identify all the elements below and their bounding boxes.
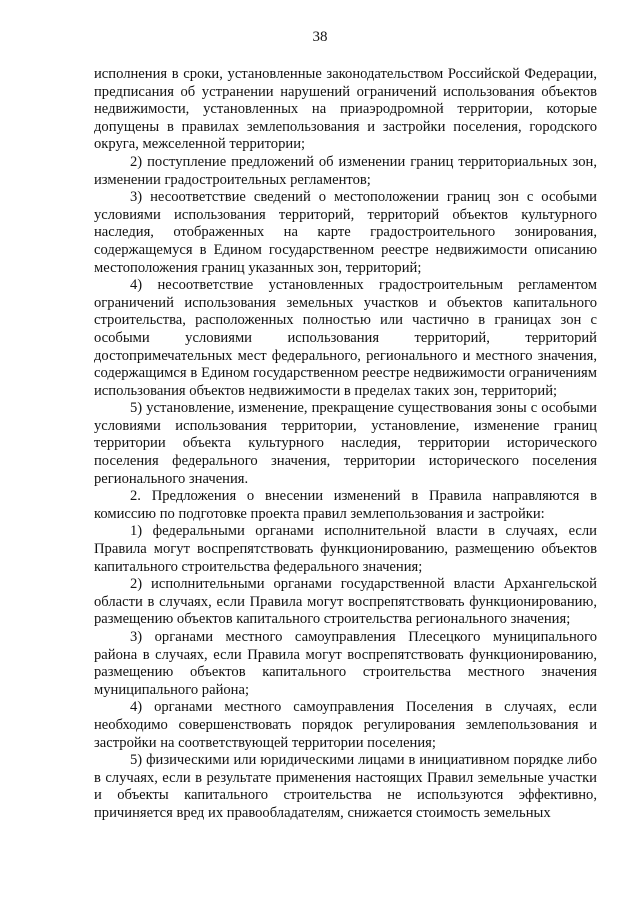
paragraph-subitem-3: 3) органами местного самоуправления Плесецкого муниципального района в случаях, если Правила могут воспрепятствовать функционированию, размещению объектов капитального строительства местного значения муниципального района; <box>94 629 597 698</box>
paragraph-item-3: 3) несоответствие сведений о местоположении границ зон с особыми условиями использования территорий, территорий объектов культурного наследия, отображенных на карте градостроительного зонирования, содержащемуся в Едином государственном реестре недвижимости описанию местоположения границ указанных зон, территорий; <box>94 189 597 276</box>
paragraph-subitem-4: 4) органами местного самоуправления Поселения в случаях, если необходимо совершенствовать порядок регулирования землепользования и застройки на соответствующей территории поселения; <box>94 699 597 751</box>
paragraph-subitem-5: 5) физическими или юридическими лицами в инициативном порядке либо в случаях, если в результате применения настоящих Правил земельные участки и объекты капитального строительства не используются эффективно, причиняется вред их правообладателям, снижается стоимость земельных <box>94 752 597 821</box>
paragraph-item-5: 5) установление, изменение, прекращение существования зоны с особыми условиями использования территории, установление, изменение границ территории объекта культурного наследия, территории исторического поселения федерального значения, территории исторического поселения регионального значения. <box>94 400 597 487</box>
paragraph-continuation: исполнения в сроки, установленные законодательством Российской Федерации, предписания об устранении нарушений ограничений использования объектов недвижимости, установленных на приаэродромной территории, которые допущены в правилах землепользования и застройки поселения, городского округа, межселенной территории; <box>94 66 597 153</box>
paragraph-item-2: 2) поступление предложений об изменении границ территориальных зон, изменении градостроительных регламентов; <box>94 153 597 188</box>
paragraph-item-4: 4) несоответствие установленных градостроительным регламентом ограничений использования земельных участков и объектов капитального строительства, расположенных полностью или частично в границах зон с особыми условиями использования территорий, территорий достопримечательных мест федерального, регионального и местного значения, содержащимся в Едином государственном реестре недвижимости ограничениям использования объектов недвижимости в пределах таких зон, территорий; <box>94 277 597 399</box>
paragraph-subitem-2: 2) исполнительными органами государственной власти Архангельской области в случаях, если Правила могут воспрепятствовать функционированию, размещению объектов капитального строительства регионального значения; <box>94 576 597 628</box>
document-body <box>94 66 597 823</box>
paragraph-subitem-1: 1) федеральными органами исполнительной власти в случаях, если Правила могут воспрепятствовать функционированию, размещению объектов капитального строительства федерального значения; <box>94 523 597 575</box>
paragraph-section-2: 2. Предложения о внесении изменений в Правила направляются в комиссию по подготовке проекта правил землепользования и застройки: <box>94 488 597 522</box>
page-number: 38 <box>312 29 328 45</box>
